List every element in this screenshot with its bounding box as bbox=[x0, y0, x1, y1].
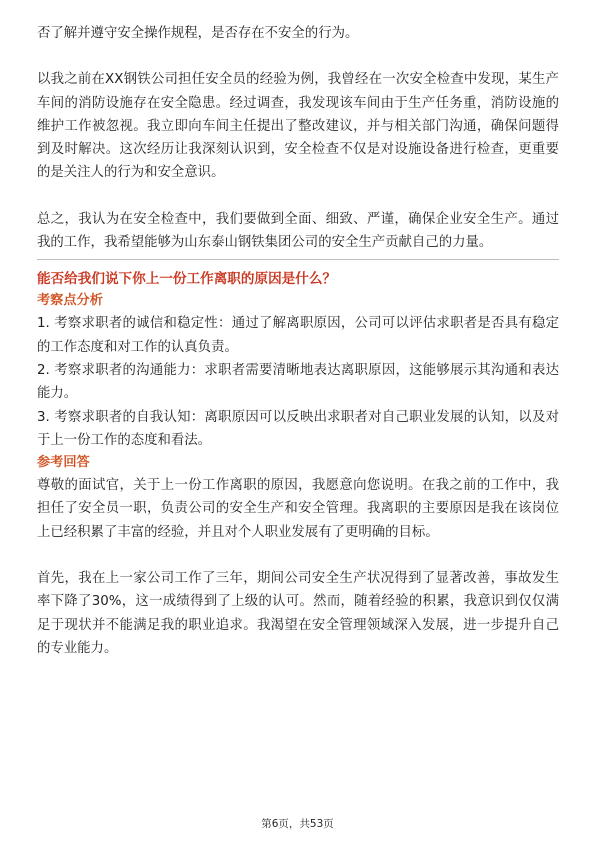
paragraph-gap bbox=[37, 45, 559, 68]
answer-paragraph: 首先，我在上一家公司工作了三年，期间公司安全生产状况得到了显著改善，事故发生率下降了30%，这一成绩得到了上级的认可。然而，随着经验的积累，我意识到仅仅满足于现状并不能满足我的职业追求。我渴望在安全管理领域深入发展，进一步提升自己的专业能力。 bbox=[37, 571, 559, 656]
analysis-item: 3. 考察求职者的自我认知：离职原因可以反映出求职者对自己职业发展的认知，以及对于上一份工作的态度和看法。 bbox=[37, 409, 559, 448]
page-content bbox=[37, 22, 559, 660]
paragraph-gap bbox=[37, 185, 559, 208]
analysis-heading: 考察点分析 bbox=[37, 293, 103, 309]
answer-paragraph: 尊敬的面试官，关于上一份工作离职的原因，我愿意向您说明。在我之前的工作中，我担任了安全员一职，负责公司的安全生产和安全管理。我离职的主要原因是我在该岗位上已经积累了丰富的经验，并且对个人职业发展有了更明确的目标。 bbox=[37, 478, 559, 540]
analysis-item: 1. 考察求职者的诚信和稳定性：通过了解离职原因，公司可以评估求职者是否具有稳定的工作态度和对工作的认真负责。 bbox=[37, 316, 559, 355]
paragraph-gap bbox=[37, 544, 559, 567]
section-divider bbox=[37, 259, 559, 260]
summary-paragraph: 总之，我认为在安全检查中，我们要做到全面、细致、严谨，确保企业安全生产。通过我的工作，我希望能够为山东泰山钢铁集团公司的安全生产贡献自己的力量。 bbox=[37, 211, 559, 251]
answer-heading: 参考回答 bbox=[37, 455, 90, 471]
page-footer: 第6页，共53页 bbox=[261, 818, 334, 830]
intro-continuation: 否了解并遵守安全操作规程，是否存在不安全的行为。 bbox=[37, 26, 359, 41]
experience-paragraph: 以我之前在XX钢铁公司担任安全员的经验为例，我曾经在一次安全检查中发现，某生产车间的消防设施存在安全隐患。经过调查，我发现该车间由于生产任务重，消防设施的维护工作被忽视。我立即向车间主任提出了整改建议，并与相关部门沟通，确保问题得到及时解决。这次经历让我深刻认识到，安全检查不仅是对设施设备进行检查，更重要的是关注人的行为和安全意识。 bbox=[37, 72, 559, 181]
question-title: 能否给我们说下你上一份工作离职的原因是什么？ bbox=[37, 271, 337, 288]
analysis-item: 2. 考察求职者的沟通能力：求职者需要清晰地表达离职原因，这能够展示其沟通和表达能力。 bbox=[37, 362, 559, 402]
